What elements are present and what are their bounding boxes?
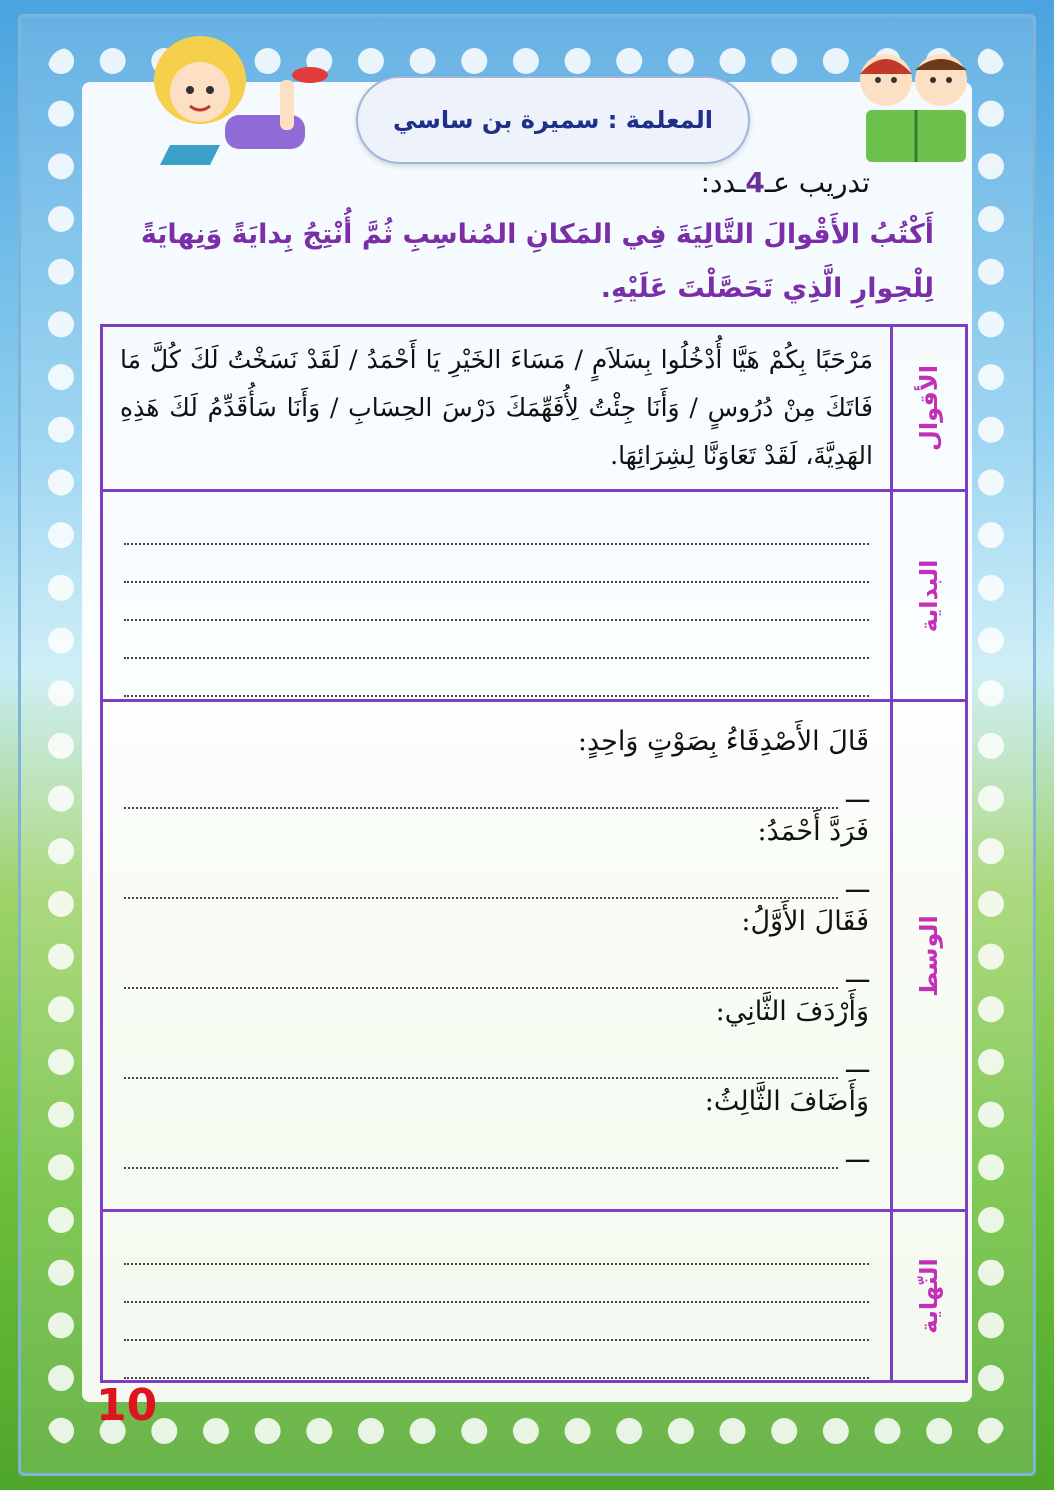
ending-label-cell: [892, 1211, 967, 1382]
writing-line[interactable]: [124, 659, 869, 697]
kids-reading-illustration: [846, 40, 986, 170]
ending-cell[interactable]: [102, 1211, 892, 1382]
middle-row: [102, 701, 967, 1211]
middle-label-cell: [892, 701, 967, 1211]
writing-line[interactable]: [124, 1341, 869, 1379]
speaker-line: وَأَرْدَفَ الثَّانِي:: [715, 996, 869, 1027]
writing-line[interactable]: [124, 1227, 869, 1265]
speaker-line: فَرَدَّ أَحْمَدُ:: [757, 816, 869, 847]
ending-row: [102, 1211, 967, 1382]
beginning-row: [102, 491, 967, 701]
teacher-name-banner: [356, 76, 750, 164]
answer-line[interactable]: ـــ: [124, 1125, 869, 1169]
exercise-instruction: أَكْتُبُ الأَقْوالَ التَّالِيَةَ فِي المَكانِ المُناسِبِ ثُمَّ أُنْتِجُ بِدايَةً وَنِهايَةً لِلْحِوارِ الَّذِي تَحَصَّلْتَ عَلَيْهِ.: [140, 219, 934, 304]
beginning-label-cell: [892, 491, 967, 701]
answer-line[interactable]: ـــ: [124, 855, 869, 899]
answer-line[interactable]: ـــ: [124, 945, 869, 989]
speaker-line: فَقَالَ الأَوَّلُ:: [741, 906, 869, 937]
speaker-line: قَالَ الأَصْدِقَاءُ بِصَوْتٍ وَاحِدٍ:: [577, 726, 869, 757]
beginning-cell[interactable]: [102, 491, 892, 701]
girl-reading-illustration: [130, 20, 340, 190]
writing-line[interactable]: [124, 1265, 869, 1303]
writing-line[interactable]: [124, 545, 869, 583]
middle-cell: [102, 701, 892, 1211]
speaker-line: وَأَضَافَ الثَّالِثُ:: [704, 1086, 869, 1117]
writing-line[interactable]: [124, 621, 869, 659]
sayings-cell: [102, 326, 892, 491]
sayings-row: [102, 326, 967, 491]
sayings-text: مَرْحَبًا بِكُمْ هَيَّا أُدْخُلُوا بِسَلاَمٍ / مَسَاءَ الخَيْرِ يَا أَحْمَدُ / لَقَدْ نَسَخْتُ لَكَ كُلَّ مَا فَاتَكَ مِنْ دُرُوسٍ / وَأَنَا جِئْتُ لِأُفَهِّمَكَ دَرْسَ الحِسَابِ / وَأَنَا سَأُقَدِّمُ لَكَ هَذِهِ الهَدِيَّةَ، لَقَدْ تَعَاوَنَّا لِشِرَائِهَا.: [120, 345, 873, 470]
beginning-label: البداية: [915, 559, 943, 632]
teacher-name: المعلمة : سميرة بن ساسي: [392, 106, 714, 134]
ending-label: النّهاية: [915, 1258, 943, 1334]
page-number: 10: [96, 1380, 158, 1431]
middle-label: الوسط: [915, 914, 943, 997]
answer-line[interactable]: ـــ: [124, 1035, 869, 1079]
writing-line[interactable]: [124, 507, 869, 545]
answer-line[interactable]: ـــ: [124, 765, 869, 809]
dialogue-table: [100, 324, 968, 1383]
exercise-number: 4: [745, 166, 765, 199]
writing-line[interactable]: [124, 1303, 869, 1341]
writing-line[interactable]: [124, 583, 869, 621]
sayings-label: الأقوال: [915, 365, 943, 451]
exercise-title: تدريب عـ4ـدد:: [700, 166, 870, 199]
sayings-label-cell: [892, 326, 967, 491]
